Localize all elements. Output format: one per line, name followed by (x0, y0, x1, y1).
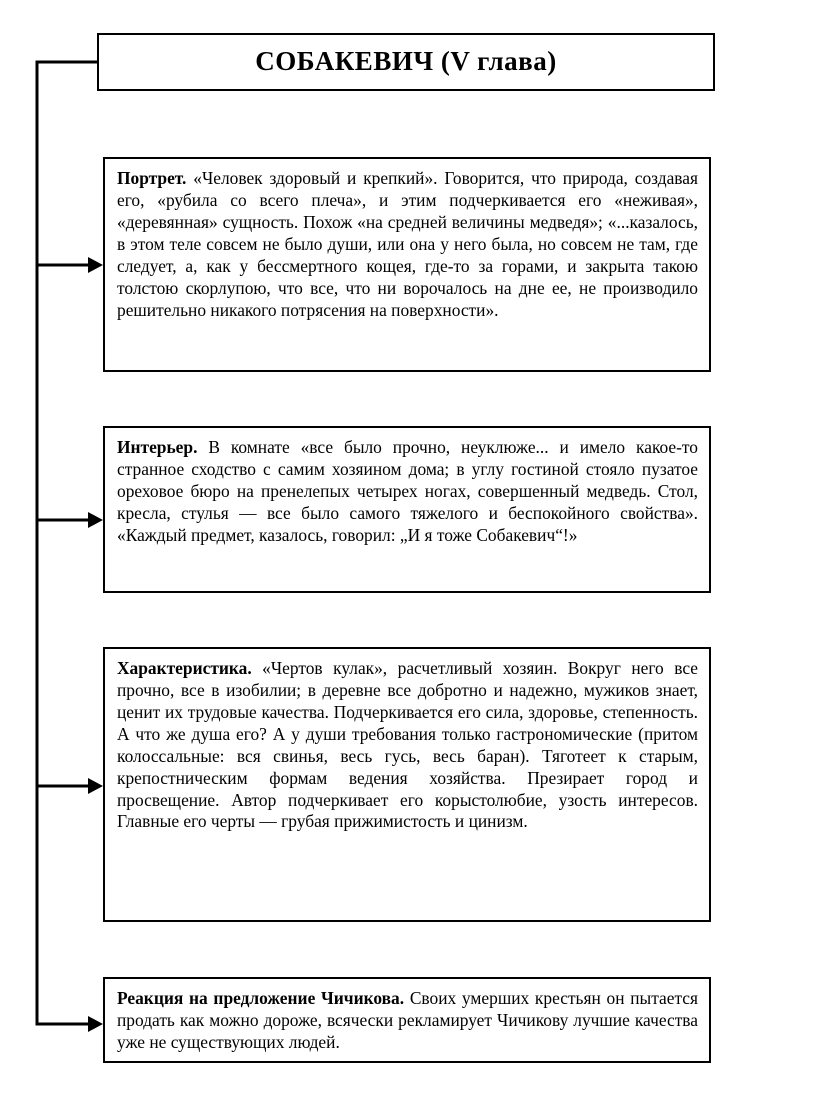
node-paragraph (117, 437, 698, 547)
diagram-node-interior (103, 426, 711, 593)
diagram-node-reaction (103, 977, 711, 1063)
node-heading-portrait: Портрет. (117, 168, 187, 188)
node-paragraph (117, 988, 698, 1054)
node-text-interior: В комнате «все было прочно, неуклюже... и имело какое-то странное сходство с самим хозяином дома; в углу гостиной стояло пузатое ореховое бюро на пренелепых четырех ногах, совершенный медведь. Стол, кресла, стулья — все было самого тяжелого и беспокойного свойства». «Каждый предмет, казалось, говорил: „И я тоже Собакевич“!» (117, 437, 698, 545)
node-paragraph (117, 658, 698, 833)
diagram-node-portrait (103, 157, 711, 372)
diagram-title-box (97, 33, 715, 91)
node-heading-character: Характеристика. (117, 658, 252, 678)
page-title: СОБАКЕВИЧ (V глава) (255, 46, 557, 77)
node-heading-reaction: Реакция на предложение Чичикова. (117, 988, 405, 1008)
node-paragraph (117, 168, 698, 321)
node-text-reaction: Своих умерших крестьян он пытается продать как можно дороже, всячески рекламирует Чичикову лучшие качества уже не существующих людей. (117, 988, 698, 1052)
node-heading-interior: Интерьер. (117, 437, 198, 457)
diagram-node-character (103, 647, 711, 922)
node-text-character: «Чертов кулак», расчетливый хозяин. Вокруг него все прочно, все в изобилии; в деревне все добротно и надежно, мужиков знает, ценит их трудовые качества. Подчеркивается его сила, здоровье, степенность. А что же душа его? А у души требования только гастрономические (притом колоссальные: вся свинья, весь гусь, весь баран). Тяготеет к старым, крепостническим формам ведения хозяйства. Презирает город и просвещение. Автор подчеркивает его корыстолюбие, узость интересов. Главные его черты — грубая прижимистость и цинизм. (117, 658, 698, 832)
node-text-portrait: «Человек здоровый и крепкий». Говорится, что природа, создавая его, «рубила со всего плеча», и этим подчеркивается его «неживая», «деревянная» сущность. Похож «на средней величины медведя»; «...казалось, в этом теле совсем не было души, или она у него была, но совсем не там, где следует, а, как у бессмертного кощея, где-то за горами, и закрыта такою толстою скорлупою, что все, что ни ворочалось на дне ее, не производило решительно никакого потрясения на поверхности». (117, 168, 698, 320)
